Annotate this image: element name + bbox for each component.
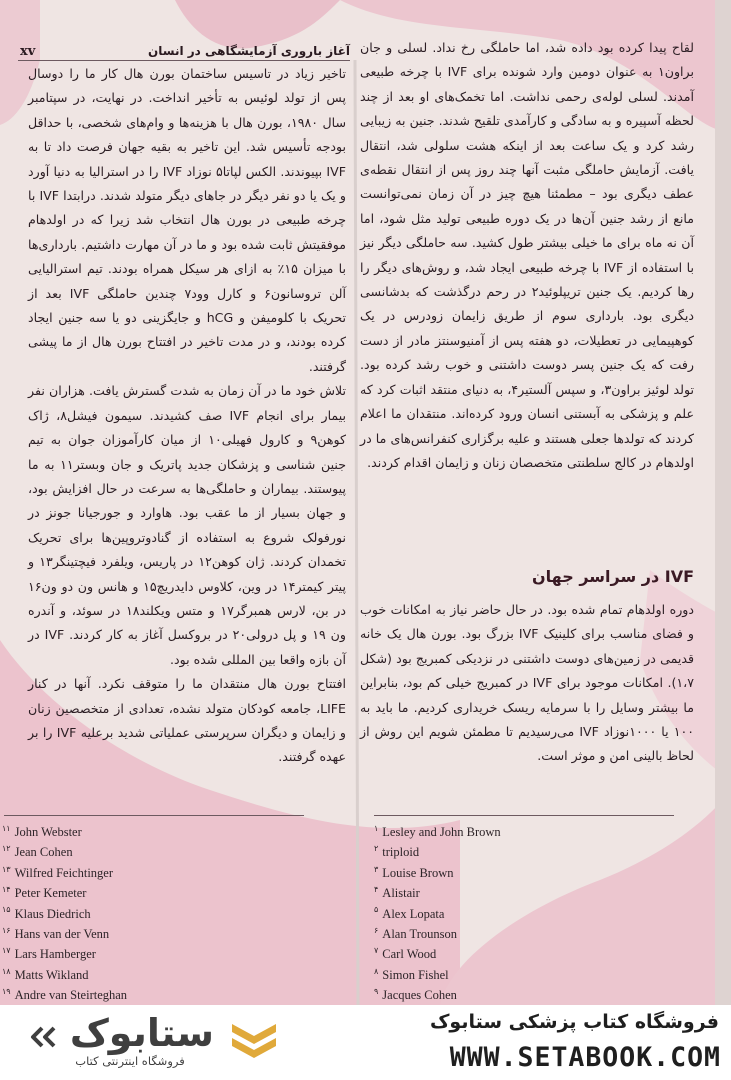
- footnote-text: Jacques Cohen: [382, 988, 457, 1003]
- book-chevron-logo-icon: [228, 1020, 280, 1064]
- running-head-rule: [18, 60, 350, 61]
- footnote-text: Peter Kemeter: [14, 886, 87, 901]
- footnotes-right: [374, 822, 501, 1005]
- footnote-rule-right: [374, 815, 674, 816]
- body-paragraph: دوره اولدهام تمام شده بود. در حال حاضر نیاز به امکانات خوب و فضای مناسب برای کلینیک IVF بزرگ بود. بورن هال یک خانه قدیمی در زمین‌های دوست داشتنی در نزدیکی کمبریج بود (شکل ۱،۷). امکانات موجود برای IVF در کمبریج خیلی کم بود، بنابراین ما بیشتر وسایل را با سرمایه ریسک خریداری کردیم. ما باید به ۱۰۰ یا ۱۰۰۰نوزاد IVF می‌رسیدیم تا مطمئن شویم این روش از لحاظ بالینی امن و موثر است.: [360, 602, 695, 764]
- footnote: ۵ Alex Lopata: [374, 905, 445, 921]
- footnote: ۱۸ Matts Wikland: [2, 966, 89, 982]
- section-heading: IVF در سراسر جهان: [531, 567, 694, 586]
- footnote: ۱۴ Peter Kemeter: [2, 885, 87, 901]
- footnote-text: Klaus Diedrich: [14, 906, 91, 921]
- footnote-text: Lesley and John Brown: [382, 825, 501, 839]
- footnote: ۶ Alan Trounson: [374, 925, 457, 941]
- footnote-text: Jean Cohen: [14, 845, 73, 860]
- right-text-column: [360, 36, 694, 475]
- footnote: ۱۲ Jean Cohen: [2, 844, 73, 860]
- footnote: ۳ Louise Brown: [374, 864, 454, 880]
- footnote-text: Wilfred Feichtinger: [14, 865, 114, 880]
- footnote: ۱۳ Wilfred Feichtinger: [2, 864, 114, 880]
- footnote: ۱۹ Andre van Steirteghan: [2, 986, 128, 1003]
- store-url: WWW.SETABOOK.COM: [449, 1042, 721, 1073]
- running-head-title: آغاز باروری آزمایشگاهی در انسان: [148, 44, 350, 58]
- body-paragraph: لقاح پیدا کرده بود داده شد، اما حاملگی رخ نداد. لسلی و جان براون۱ به عنوان دومین وارد شونده برای IVF با چرخه طبیعی آمدند. لسلی لوله‌ی رحمی نداشت. اما تخمک‌های او بعد از چند لحظه آسپیره و به سادگی و کارآمدی تلقیح شدند. جنین به زیبایی رشد کرد و یک ساعت بعد از اینکه هشت سلولی شد، انتقال یافت. آزمایش حاملگی مثبت آنها چند روز پس از انتقال نقطه‌ی عطف دیگری بود – مطمئنا هیچ چیز در آن زمان نمی‌توانست مانع از رشد جنین آن‌ها در یک دوره طبیعی تولید مثل شود، اما آن نه ماه برای ما خیلی بیشتر طول کشید. سه حاملگی دیگر نیز با استفاده از IVF با چرخه طبیعی ایجاد شد، و روش‌های دیگر را رها کردیم. یک جنین تریپلوئید۲ در رحم درگذشت که بدشانسی دیگری بود. بارداری سوم از طریق زایمان زودرس در یک کوهپیمایی در تعطیلات، دو هفته پس از آمنیوسنتز مادر از دست رفت که یک جنین پسر دوست داشتنی و خوب رشد کرده بود. تولد لوئیز براون۳، و سپس آلستیر۴، به دنیای منتقد اثبات کرد که علم و پزشکی به آبستنی انسان ورود کرده‌اند. منتقدان ما اعلام کردند که تولدها جعلی هستند و علیه برگزاری کنفرانس‌های ما در اولدهام در کالج سلطنتی متخصصان زنان و زایمان اقدام کردند.: [360, 40, 694, 470]
- footnote-text: John Webster: [14, 825, 82, 839]
- footnote: ۱۱ John Webster: [2, 823, 82, 839]
- footnote: ۱۶ Hans van der Venn: [2, 925, 110, 941]
- body-paragraph: تاخیر زیاد در تاسیس ساختمان بورن هال کار ما را دوسال پس از تولد لوئیس به تأخیر انداخت. در نهایت، در سپتامبر سال ۱۹۸۰، بورن هال با هزینه‌ها و وام‌های شخصی، با حداقل بودجه تأسیس شد. این تاخیر به بقیه جهان فرصت داد تا به IVF بپیوندند. الکس لپاتا۵ نوزاد IVF را در استرالیا به دنیا آورد و یک یا دو نفر دیگر در جاهای دیگر متولد شدند. درابتدا IVF با چرخه طبیعی در بورن هال انتخاب شد زیرا که در اولدهام موفقیتش ثابت شده بود و ما در آن مهارت داشتیم. بارداری‌ها با میزان ۱۵٪ به ازای هر سیکل همراه بودند. تیم استرالیایی آلن تروسانون۶ و کارل وود۷ چندین حاملگی IVF بعد از تحریک با کلومیفن و hCG و جایگزینی دو یا سه جنین ایجاد کرده بودند، و در مدت تاخیر در افتتاح بورن هال از ما پیشی گرفتند.: [28, 66, 347, 374]
- store-logo-tagline: فروشگاه اینترنتی کتاب: [75, 1054, 185, 1068]
- footnote: ۱۵ Klaus Diedrich: [2, 905, 91, 921]
- footnote-text: Alistair: [382, 886, 420, 901]
- footnote-text: Simon Fishel: [382, 967, 449, 982]
- page-number: xv: [20, 43, 36, 59]
- footnote-text: Carl Wood: [382, 947, 437, 962]
- footnote-rule-left: [4, 815, 304, 816]
- running-head: [20, 40, 350, 62]
- body-paragraph: تلاش خود ما در آن زمان به شدت گسترش یافت. هزاران نفر بیمار برای انجام IVF صف کشیدند. سیمون فیشل۸، ژاک کوهن۹ و کارول فهیلی۱۰ از میان کارآموزان جوان به تیم جنین شناسی و پزشکان جدید پاتریک و جان وبستر۱۱ به ما پیوستند. بیماران و حاملگی‌ها به سرعت در حال افزایش بود، و جهان بسیار از ما عقب بود. هاوارد و جورجیانا جونز در نورفولک شروع به استفاده از گنادوتروپین‌ها برای تحریک تخمدان کردند. ژان کوهن۱۲ در پاریس، ویلفرد فیچتینگر۱۳ و پیتر کیمتر۱۴ در وین، کلاوس دایدریچ۱۵ و هانس ون دو ون۱۶ در بن، لارس همبرگر۱۷ و متس ویکلند۱۸ در سوئد، و آندره ون ۱۹ و پل درولی۲۰ در بروکسل آغاز به کار کردند. IVF در آن بازه واقعا بین المللی شده بود.: [28, 383, 347, 667]
- footnote: ۴ Alistair: [374, 885, 420, 901]
- footnote: ۲ triploid: [374, 844, 420, 860]
- footnotes-left: [2, 822, 127, 1005]
- footnote: ۸ Simon Fishel: [374, 966, 449, 982]
- footnote-text: Lars Hamberger: [14, 947, 96, 962]
- footnote: ۱ Lesley and John Brown: [374, 823, 501, 839]
- footnote-text: Matts Wikland: [14, 967, 89, 982]
- store-logo-wordmark: ستابوک: [69, 1011, 214, 1055]
- footnote-text: Alan Trounson: [382, 926, 457, 941]
- footnote: ۷ Carl Wood: [374, 946, 437, 962]
- footnote-text: triploid: [382, 845, 420, 860]
- footnote: ۹ Jacques Cohen: [374, 986, 457, 1003]
- section-text: [360, 598, 694, 769]
- store-name: فروشگاه کتاب پزشکی ستابوک: [429, 1011, 719, 1033]
- footnote: ۱۷ Lars Hamberger: [2, 946, 96, 962]
- footnote-text: Alex Lopata: [382, 906, 445, 921]
- body-paragraph: افتتاح بورن هال منتقدان ما را متوقف نکرد. آنها در کنار LIFE، جامعه کودکان متولد نشده، تعدادی از متخصصین زنان و زایمان و دیگران سرپرستی عملیاتی شدید برعلیه IVF را بر عهده گرفتند.: [28, 676, 346, 765]
- footnote-text: Hans van der Venn: [14, 926, 110, 941]
- footnote-text: Louise Brown: [382, 865, 454, 880]
- left-text-column: [28, 62, 346, 770]
- footnote-text: Andre van Steirteghan: [14, 988, 128, 1003]
